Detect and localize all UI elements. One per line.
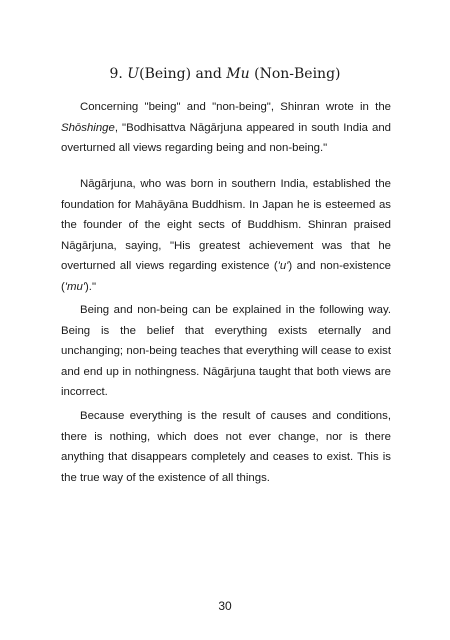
heading-conjunction: and xyxy=(195,66,222,82)
paragraph-italic-term-u: 'u' xyxy=(277,260,289,272)
paragraph-shoshinge-quote xyxy=(61,97,391,159)
paragraph-italic-term-mu: 'mu' xyxy=(64,280,85,293)
heading-term-u-gloss: (Being) xyxy=(139,66,192,82)
heading-term-mu-gloss: (Non-Being) xyxy=(254,66,341,82)
heading-term-u: U xyxy=(127,66,140,82)
paragraph-being-non-being-explanation xyxy=(61,300,391,403)
paragraph-text: Concerning "being" and "non-being", Shinran wrote in the xyxy=(80,101,391,113)
paragraph-nagarjuna-biography xyxy=(61,174,391,297)
paragraph-text: , "Bodhisattva Nāgārjuna appeared in south India and overturned all views regarding being and non-being." xyxy=(61,121,391,154)
paragraph-causes-and-conditions xyxy=(61,406,391,488)
heading-term-mu: Mu xyxy=(226,66,250,82)
paragraph-text: Nāgārjuna, who was born in southern India, established the foundation for Mahāyāna Buddhism. In Japan he is esteemed as the founder of the eight sects of Buddhism. Shinran praised Nāgārjuna, saying, "His greatest achievement was that he overturned all views regarding existence ( xyxy=(61,178,391,272)
chapter-number: 9. xyxy=(109,66,123,82)
paragraph-italic-title: Shōshinge xyxy=(61,121,115,134)
paragraph-text: ) and non-existence ( xyxy=(61,260,391,293)
paragraph-text: )." xyxy=(84,280,96,293)
paragraph-text: Being and non-being can be explained in the following way. Being is the belief that everything exists eternally and unchanging; non-being teaches that everything will cease to exist and end up in nothingness. Nāgārjuna taught that both views are incorrect. xyxy=(61,304,391,398)
page-number: 30 xyxy=(218,599,232,613)
paragraph-text: Because everything is the result of causes and conditions, there is nothing, which does not ever change, nor is there anything that disappears completely and ceases to exist. This is the true way of the existence of all things. xyxy=(61,410,391,484)
chapter-heading xyxy=(0,64,450,84)
